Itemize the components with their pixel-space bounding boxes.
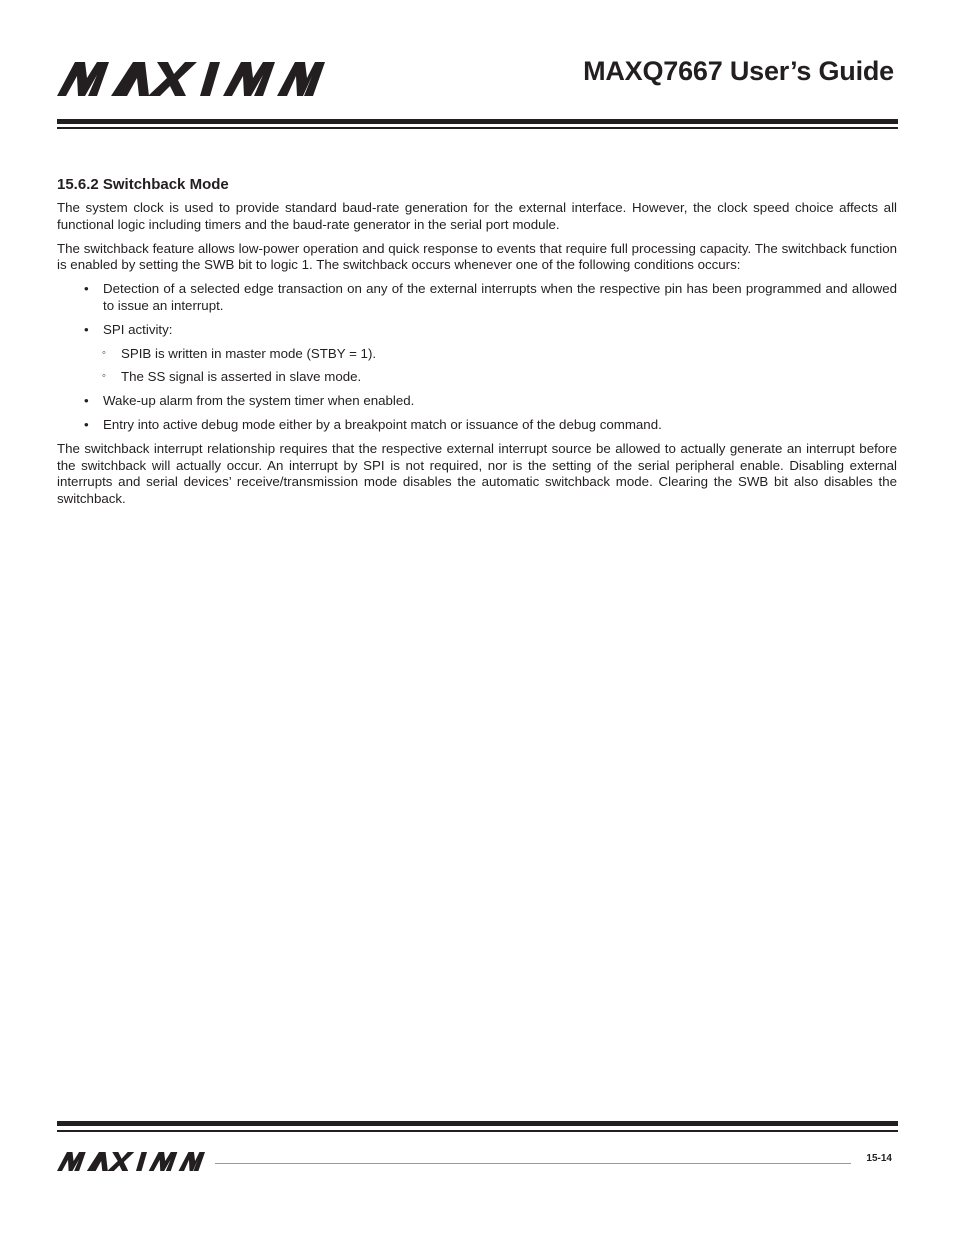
- list-item: [57, 393, 897, 410]
- list-item-text: SPI activity:: [103, 321, 173, 337]
- list-item: [57, 322, 897, 339]
- sub-list-item-text: SPIB is written in master mode (STBY = 1).: [121, 345, 377, 361]
- header-rule-thick: [57, 119, 898, 124]
- paragraph: The system clock is used to provide standard baud-rate generation for the external interface. However, the clock speed choice affects all functional logic including timers and the baud-rate generator in the serial port module.: [57, 200, 897, 232]
- footer-rule-thick: [57, 1121, 898, 1126]
- sub-list-item: [57, 369, 897, 386]
- document-title: MAXQ7667 User’s Guide: [583, 56, 894, 86]
- list-item: [57, 281, 897, 315]
- paragraph: The switchback interrupt relationship requires that the respective external interrupt source be allowed to actually generate an interrupt before the switchback will actually occur. An interrupt by SPI is not required, nor is the setting of the serial peripheral enable. Disabling external interrupts and serial devices’ receive/transmission mode disables the automatic switchback mode. Clearing the SWB bit also disables the switchback.: [57, 440, 897, 507]
- bullet-icon: •: [84, 321, 89, 337]
- list-item: [57, 417, 897, 434]
- footer-divider: [215, 1163, 851, 1164]
- header-rule-thin: [57, 127, 898, 129]
- hollow-bullet-icon: ◦: [102, 370, 106, 383]
- page-number: 15-14: [866, 1153, 892, 1164]
- bullet-icon: •: [84, 416, 89, 432]
- list-item-text: Wake-up alarm from the system timer when enabled.: [103, 393, 415, 409]
- conditions-list: [57, 281, 897, 434]
- paragraph: The switchback feature allows low-power operation and quick response to events that require full processing capacity. The switchback function is enabled by setting the SWB bit to logic 1. The switchback occurs whenever one of the following conditions occurs:: [57, 240, 897, 273]
- section-heading: 15.6.2 Switchback Mode: [57, 176, 229, 193]
- section-body: [57, 176, 897, 515]
- hollow-bullet-icon: ◦: [102, 346, 106, 359]
- maxim-logo-footer: [57, 1152, 205, 1171]
- footer-rule-thin: [57, 1130, 898, 1132]
- sub-list-item: [57, 346, 897, 363]
- list-item-text: Detection of a selected edge transaction on any of the external interrupts when the respective pin has been programmed and allowed to issue an interrupt.: [103, 281, 897, 313]
- sub-list-item-text: The SS signal is asserted in slave mode.: [121, 369, 362, 385]
- maxim-logo: [57, 62, 325, 96]
- bullet-icon: •: [84, 393, 89, 409]
- list-item-text: Entry into active debug mode either by a breakpoint match or issuance of the debug command.: [103, 416, 662, 432]
- bullet-icon: •: [84, 281, 89, 297]
